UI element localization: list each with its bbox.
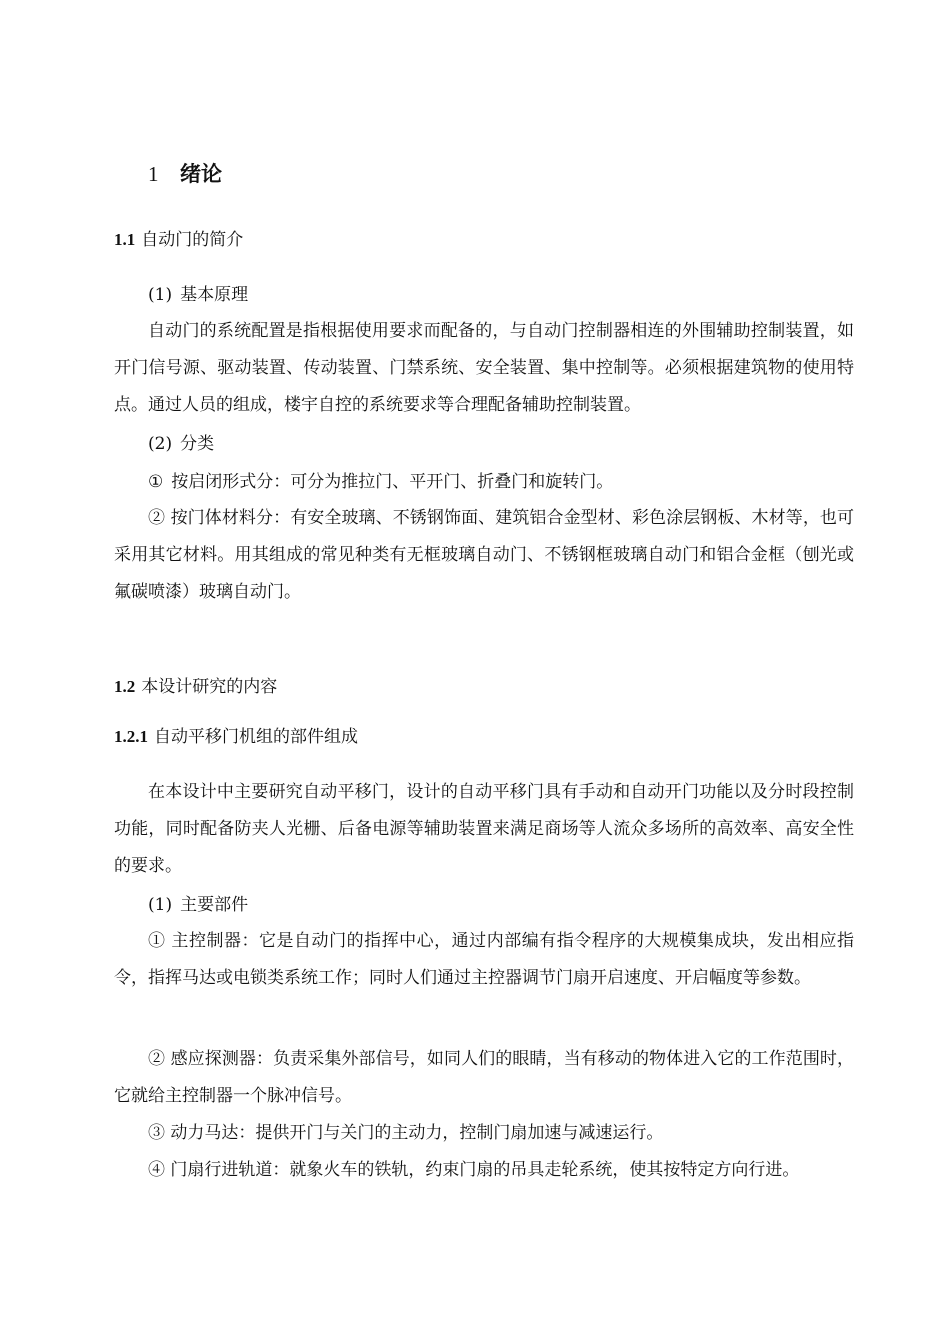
part-item-3: ③ 动力马达：提供开门与关门的主动力，控制门扇加速与减速运行。	[148, 1123, 664, 1143]
item-label: 主要部件	[180, 895, 249, 915]
classification-item-2: ② 按门体材料分：有安全玻璃、不锈钢饰面、建筑铝合金型材、彩色涂层钢板、木材等，也可采用其它材料。用其组成的常见种类有无框玻璃自动门、不锈钢框玻璃自动门和铝合金框（刨光或氟碳喷漆）玻璃自动门。	[114, 508, 854, 602]
classification-item-1	[148, 469, 613, 495]
principle-paragraph: 自动门的系统配置是指根据使用要求而配备的，与自动门控制器相连的外围辅助控制装置，如开门信号源、驱动装置、传动装置、门禁系统、安全装置、集中控制等。必须根据建筑物的使用特点。通过人员的组成，楼宇自控的系统要求等合理配备辅助控制装置。	[114, 321, 854, 415]
section-heading-1-2	[114, 674, 277, 700]
section-number: 1.2	[114, 677, 136, 696]
basic-principle-heading	[148, 282, 248, 308]
item-label: 分类	[180, 434, 215, 454]
design-paragraph: 在本设计中主要研究自动平移门，设计的自动平移门具有手动和自动开门功能以及分时段控制功能，同时配备防夹人光栅、后备电源等辅助装置来满足商场等人流众多场所的高效率、高安全性的要求。	[114, 782, 854, 876]
section-title: 自动门的简介	[141, 230, 244, 250]
section-title: 本设计研究的内容	[141, 677, 278, 697]
chapter-number: 1	[148, 162, 159, 186]
section-title: 自动平移门机组的部件组成	[154, 727, 358, 747]
section-number: 1.1	[114, 230, 136, 249]
chapter-title	[148, 158, 222, 190]
item-text: 按启闭形式分：可分为推拉门、平开门、折叠门和旋转门。	[171, 472, 614, 492]
main-parts-heading	[148, 892, 248, 918]
section-number: 1.2.1	[114, 727, 148, 746]
section-heading-1-1	[114, 227, 243, 253]
classification-heading	[148, 431, 214, 457]
item-marker: (2)	[148, 434, 173, 454]
chapter-title-text: 绪论	[180, 162, 222, 186]
part-item-4: ④ 门扇行进轨道：就象火车的铁轨，约束门扇的吊具走轮系统，使其按特定方向行进。	[148, 1160, 800, 1180]
item-label: 基本原理	[180, 285, 249, 305]
section-heading-1-2-1	[114, 724, 358, 750]
item-marker: (1)	[148, 895, 173, 915]
part-item-2: ② 感应探测器：负责采集外部信号，如同人们的眼睛，当有移动的物体进入它的工作范围时，它就给主控制器一个脉冲信号。	[114, 1049, 854, 1106]
part-item-1: ① 主控制器：它是自动门的指挥中心，通过内部编有指令程序的大规模集成块，发出相应指令，指挥马达或电锁类系统工作；同时人们通过主控器调节门扇开启速度、开启幅度等参数。	[114, 931, 854, 988]
item-marker: (1)	[148, 285, 173, 305]
item-marker: ①	[148, 472, 164, 492]
